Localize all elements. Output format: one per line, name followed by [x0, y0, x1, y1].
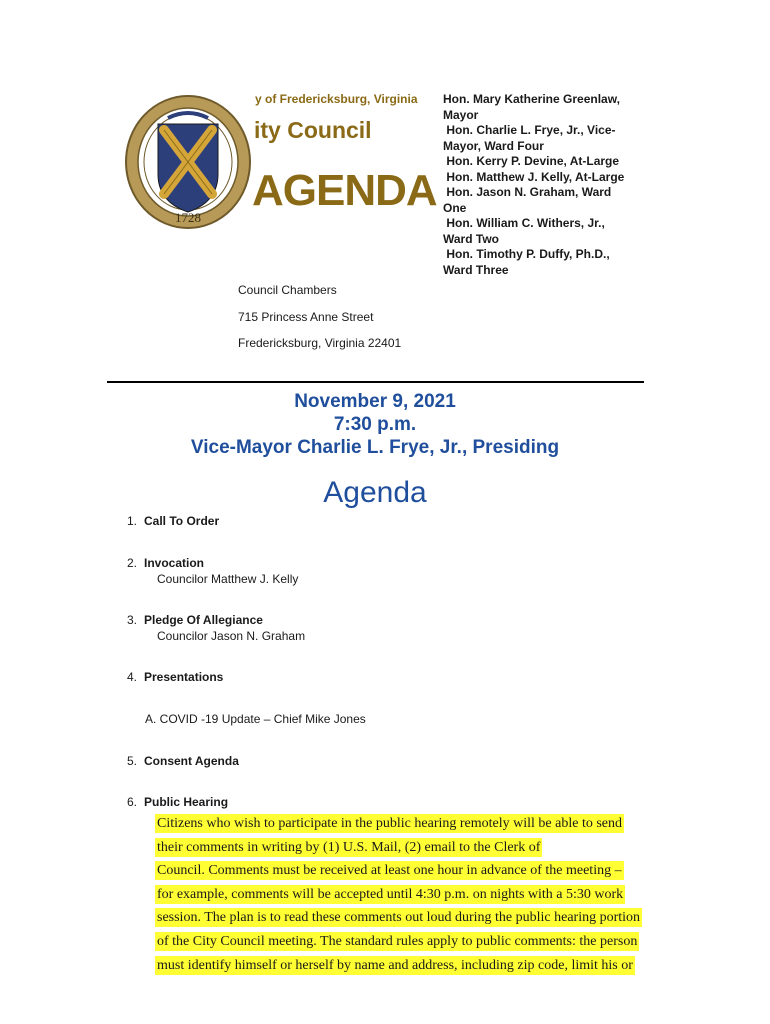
divider — [107, 381, 644, 383]
member-line: Hon. Timothy P. Duffy, Ph.D., — [443, 247, 610, 261]
agenda-item-pledge — [127, 613, 263, 627]
item-number: 1. — [127, 514, 138, 528]
meeting-date: November 9, 2021 — [294, 391, 456, 412]
item-label: Pledge Of Allegiance — [144, 613, 263, 627]
presentation-subitem: A. COVID -19 Update – Chief Mike Jones — [145, 712, 366, 726]
council-title: ity Council — [254, 117, 372, 143]
agenda-item-presentations — [127, 670, 223, 684]
member-line: Hon. Matthew J. Kelly, At-Large — [443, 169, 625, 184]
item-number: 6. — [127, 795, 138, 809]
item-number: 2. — [127, 556, 138, 570]
item-detail: Councilor Matthew J. Kelly — [157, 572, 299, 586]
agenda-item-call-to-order — [127, 514, 219, 528]
address-line: Fredericksburg, Virginia 22401 — [238, 336, 402, 350]
address-line: Council Chambers — [238, 283, 337, 297]
highlighted-line: must identify himself or herself by name and address, including zip code, limit his or — [157, 957, 633, 973]
highlighted-line: for example, comments will be accepted until 4:30 p.m. on nights with a 5:30 work — [157, 886, 624, 902]
address-line: 715 Princess Anne Street — [238, 309, 374, 324]
member-line: Ward Two — [443, 231, 499, 246]
item-label: Consent Agenda — [144, 754, 239, 768]
member-line: Mayor, Ward Four — [443, 138, 544, 153]
member-line: Mayor — [443, 107, 479, 122]
public-hearing-text — [155, 812, 655, 977]
city-seal-icon — [124, 94, 252, 230]
member-line: Hon. Jason N. Graham, Ward — [443, 185, 612, 199]
meeting-presiding: Vice-Mayor Charlie L. Frye, Jr., Presiding — [190, 437, 560, 458]
item-label: Presentations — [144, 670, 224, 684]
agenda-title: Agenda — [323, 476, 427, 509]
agenda-item-public-hearing — [127, 795, 228, 809]
meeting-address — [238, 283, 401, 363]
highlighted-line: their comments in writing by (1) U.S. Mail, (2) email to the Clerk of — [157, 839, 541, 855]
agenda-item-consent — [127, 754, 239, 768]
item-label: Invocation — [144, 556, 205, 570]
agenda-heading: AGENDA — [252, 166, 437, 215]
item-number: 3. — [127, 613, 138, 627]
agenda-item-invocation — [127, 556, 204, 570]
highlighted-line: session. The plan is to read these comments out loud during the public hearing portion — [157, 910, 641, 926]
member-line: One — [443, 200, 467, 215]
meeting-info — [100, 390, 650, 459]
council-members-list — [443, 92, 643, 278]
highlighted-line: Citizens who wish to participate in the public hearing remotely will be able to send — [157, 816, 622, 831]
member-line: Hon. Kerry P. Devine, At-Large — [443, 154, 620, 168]
item-number: 4. — [127, 670, 138, 684]
highlighted-line: of the City Council meeting. The standard rules apply to public comments: the person — [157, 933, 638, 949]
member-line: Hon. William C. Withers, Jr., — [443, 216, 605, 230]
highlighted-line: Council. Comments must be received at least one hour in advance of the meeting – — [157, 863, 622, 879]
item-number: 5. — [127, 754, 138, 768]
city-name: y of Fredericksburg, Virginia — [255, 92, 418, 106]
meeting-time: 7:30 p.m. — [333, 414, 417, 435]
item-detail: Councilor Jason N. Graham — [157, 629, 306, 643]
member-line: Hon. Charlie L. Frye, Jr., Vice- — [443, 123, 616, 137]
item-label: Call To Order — [144, 514, 220, 528]
member-line: Ward Three — [443, 262, 509, 277]
seal-year: 1728 — [175, 210, 201, 225]
member-line: Hon. Mary Katherine Greenlaw, — [443, 92, 620, 106]
item-label: Public Hearing — [144, 795, 229, 809]
